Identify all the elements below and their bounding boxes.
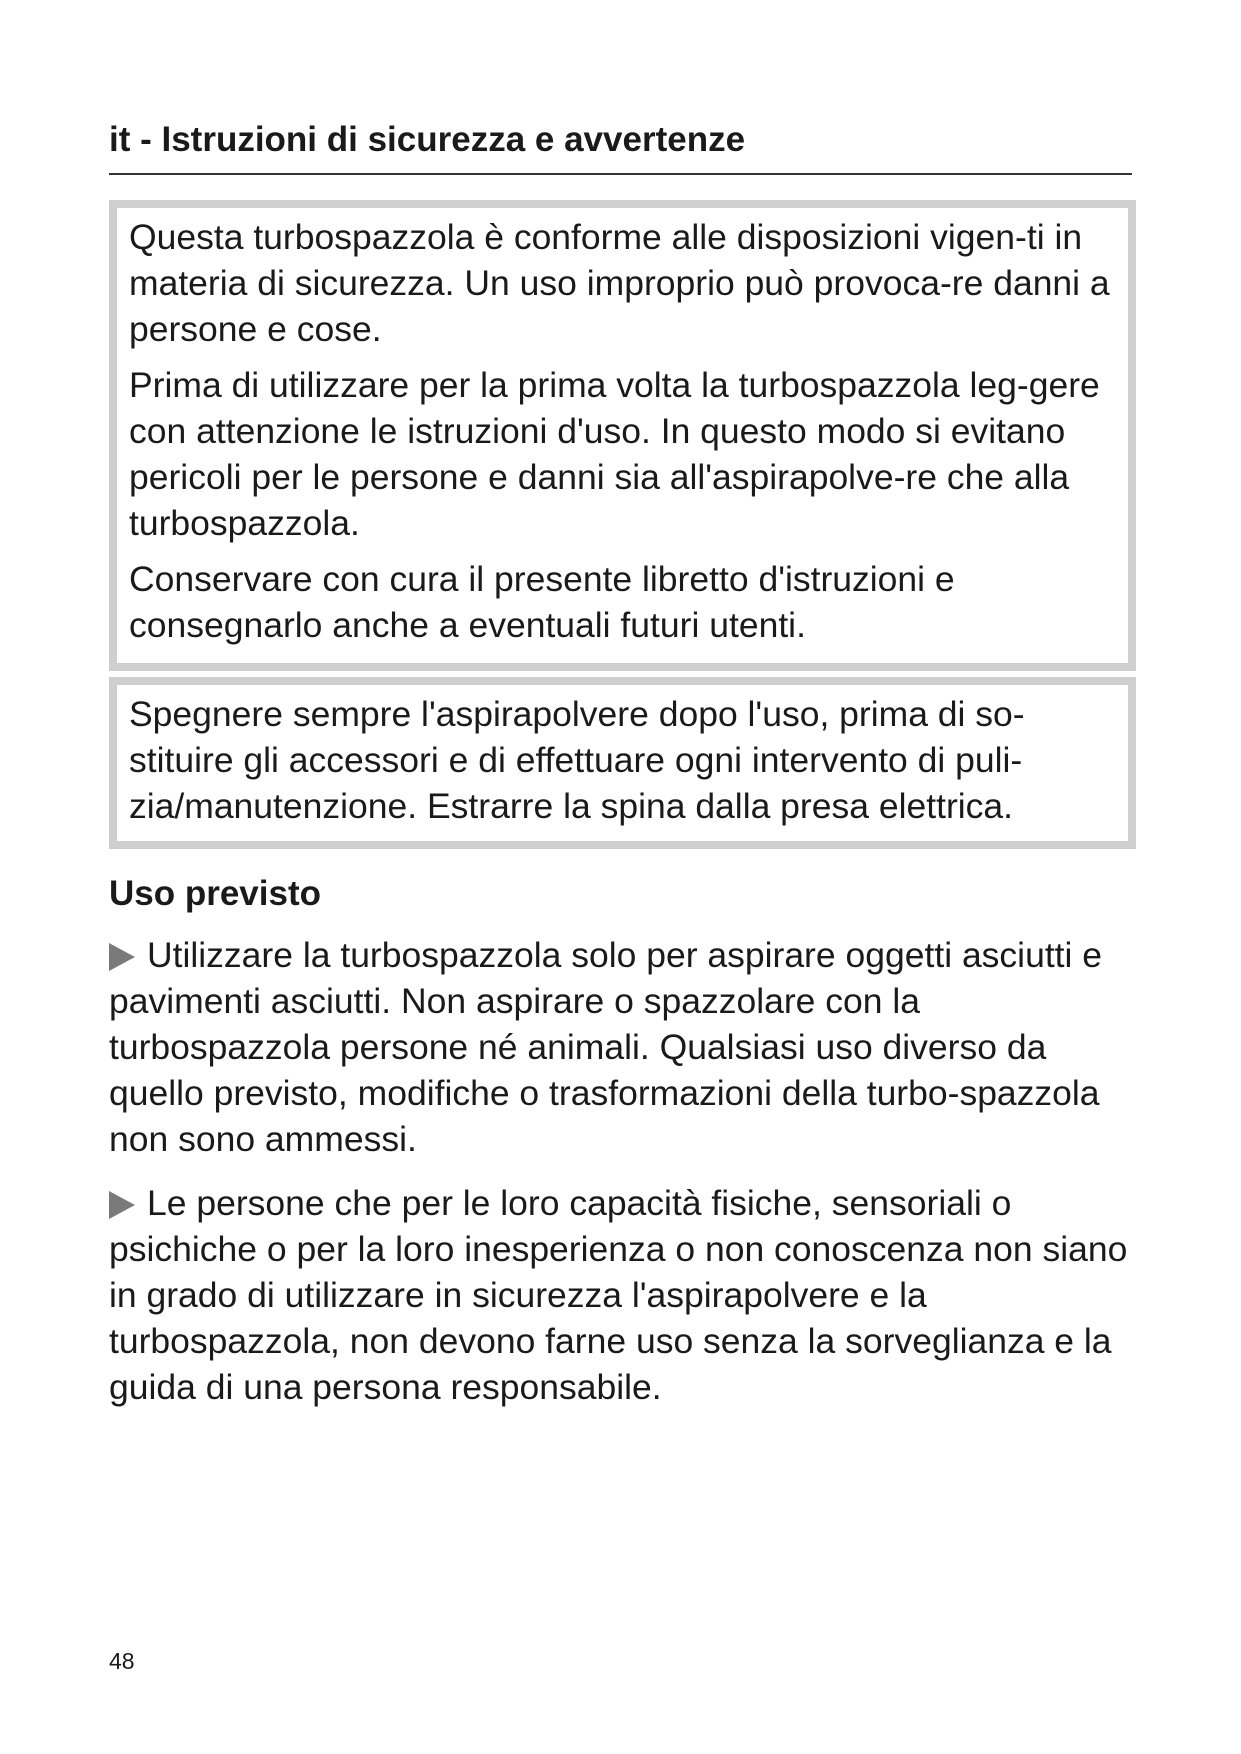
safety-paragraph-conformity: Questa turbospazzola è conforme alle disposizioni vigen-ti in materia di sicurezza. Un uso improprio può provoca-re danni a persone e cose. <box>129 217 1110 349</box>
safety-notice-box <box>109 200 1136 671</box>
triangle-bullet-icon <box>109 943 135 971</box>
section-title-intended-use: Uso previsto <box>109 874 321 913</box>
page-title: it - Istruzioni di sicurezza e avvertenze <box>109 120 746 159</box>
page-header <box>109 118 1132 162</box>
switch-off-paragraph: Spegnere sempre l'aspirapolvere dopo l'uso, prima di so-stituire gli accessori e di effettuare ogni intervento di puli-zia/manutenzione. Estrarre la spina dalla presa elettrica. <box>129 694 1025 826</box>
bullet-text: Le persone che per le loro capacità fisiche, sensoriali o psichiche o per la loro inesperienza o non conoscenza non siano in grado di utilizzare in sicurezza l'aspirapolvere e la turbospazzola, non devono farne uso senza la sorveglianza e la guida di una persona responsabile. <box>109 1183 1128 1407</box>
intended-use-list <box>109 932 1139 1428</box>
triangle-bullet-icon <box>109 1191 135 1219</box>
list-item <box>109 1180 1139 1410</box>
safety-paragraph-read-instructions: Prima di utilizzare per la prima volta la turbospazzola leg-gere con attenzione le istruzioni d'uso. In questo modo si evitano pericoli per le persone e danni sia all'aspirapolve-re che alla turbospazzola. <box>129 365 1100 543</box>
page-number: 48 <box>109 1648 135 1674</box>
list-item <box>109 932 1139 1162</box>
safety-paragraph-keep-manual: Conservare con cura il presente libretto d'istruzioni e consegnarlo anche a eventuali futuri utenti. <box>129 559 955 645</box>
header-divider <box>109 173 1132 175</box>
bullet-text: Utilizzare la turbospazzola solo per aspirare oggetti asciutti e pavimenti asciutti. Non aspirare o spazzolare con la turbospazzola persone né animali. Qualsiasi uso diverso da quello previsto, modifiche o trasformazioni della turbo-spazzola non sono ammessi. <box>109 935 1103 1159</box>
switch-off-warning-box <box>109 677 1136 849</box>
